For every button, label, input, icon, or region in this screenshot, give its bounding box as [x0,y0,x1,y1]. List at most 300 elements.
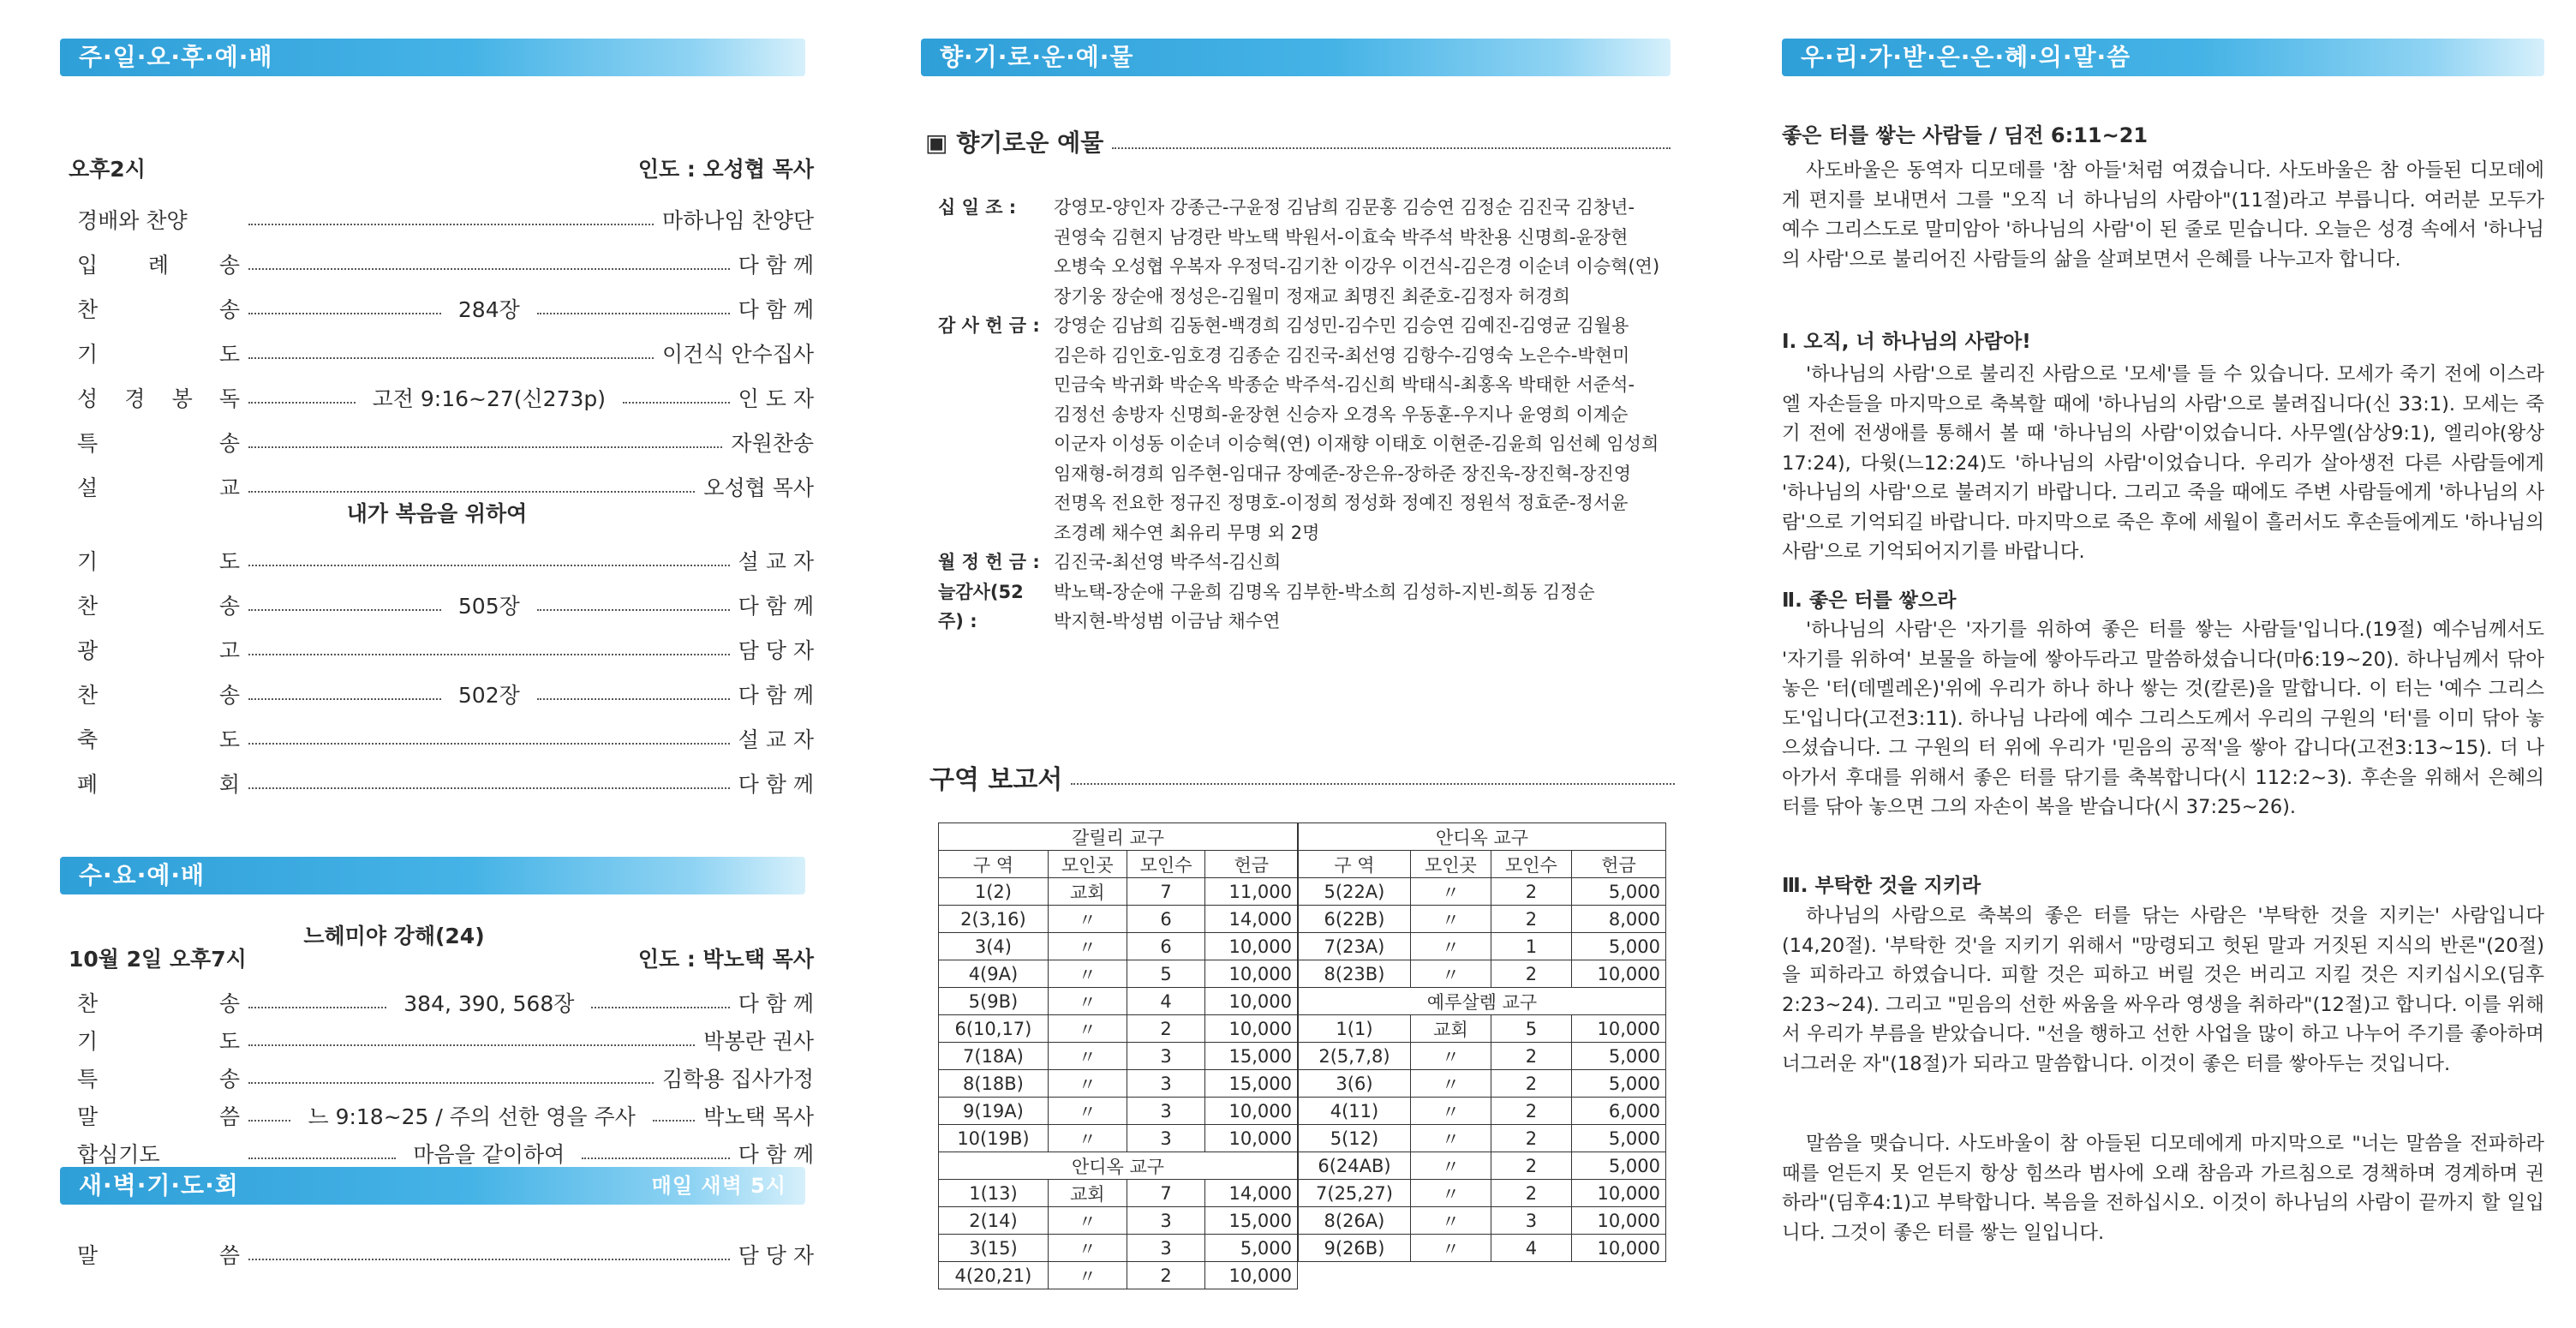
table-cell: 2 [1491,878,1571,906]
order-row [77,1021,814,1059]
offering-group [938,311,1675,547]
table-cell: 15,000 [1205,1043,1298,1070]
order-label-char: 광 [77,638,99,663]
table-row [939,1152,1298,1180]
leader-dots [248,1120,290,1122]
table-row [939,1098,1298,1125]
order-person: 인 도 자 [738,386,814,411]
order-person: 마하나임 찬양단 [662,208,814,233]
order-person: 다 함 께 [738,297,815,322]
order-label-char: 기 [77,1029,99,1054]
order-label [77,204,240,235]
order-label-char: 도 [218,342,240,367]
order-row [77,1235,814,1273]
offering-line: 강영모-양인자 강종근-구윤정 김남희 김문홍 김승연 김정순 김진국 김창년- [1054,197,1635,218]
table-row [939,1180,1298,1207]
order-person: 박노택 목사 [703,1104,814,1129]
order-label-char: 도 [218,549,240,574]
table-cell: 〃 [1048,988,1127,1015]
order-label-char: 성 [77,386,99,411]
order-person: 설 교 자 [738,549,814,574]
table-cell: 7 [1127,1180,1205,1207]
order-person: 다 함 께 [738,991,815,1016]
offering-names [1054,577,1675,637]
order-label-char: 경 [124,386,146,411]
order-row [77,541,814,579]
offering-banner [921,39,1671,76]
order-person: 다 함 께 [738,772,814,797]
order-person: 다 함 께 [738,594,815,619]
table-row [1299,878,1666,906]
order-label-char: 말 [77,1243,99,1268]
table-row [1299,1098,1666,1125]
table-cell: 2 [1491,960,1571,988]
dawn-prayer-banner [60,1167,805,1205]
offering-line: 장기웅 장순애 정성은-김월미 정재교 최명진 최준호-김정자 허경희 [1054,285,1570,307]
table-cell: 〃 [1410,960,1491,988]
order-label [77,382,240,413]
table-row [939,933,1298,960]
offering-line: 조경례 채수연 최유리 무명 외 2명 [1054,522,1320,543]
table-cell: 8,000 [1571,906,1665,933]
table-row [939,906,1298,933]
table-row [1299,933,1666,960]
table-cell: 모인곳 [1048,851,1127,878]
table-row [1299,1043,1666,1070]
dawn-time-label: 매일 새벽 5시 [651,1174,786,1198]
table-cell: 〃 [1410,1070,1491,1098]
leader-dots [248,402,356,404]
table-cell: 2 [1491,1043,1571,1070]
wednesday-leader: 인도 : 박노택 목사 [637,947,814,972]
offering-title-text: ▣ 향기로운 예물 [925,129,1104,157]
table-cell: 모인수 [1491,851,1571,878]
table-cell: 〃 [1048,1043,1127,1070]
table-cell: 2 [1127,1015,1205,1043]
order-label [77,1138,240,1169]
order-row [77,334,814,372]
table-row [1299,1207,1666,1235]
table-cell: 10,000 [1571,1235,1665,1262]
order-label-char: 도 [218,1029,240,1054]
order-label [77,545,240,576]
offering-line: 김은하 김인호-임호경 김종순 김진국-최선영 김항수-김영숙 노은수-박현미 [1054,344,1630,366]
order-label-char: 특 [77,431,99,456]
leader-dots [248,491,695,493]
offering-column [921,0,1675,1328]
offering-line: 전명옥 전요한 정규진 정명호-이정희 정성화 정예진 정원석 정효준-정서윤 [1054,493,1629,513]
order-detail: 502장 [450,679,529,709]
leader-dots [248,565,730,566]
table-cell: 9(19A) [939,1098,1049,1125]
table-cell: 2(5,7,8) [1299,1043,1411,1070]
leader-dots [248,357,654,359]
banner-title: 수·요·예·배 [79,861,206,889]
offering-label: 월 정 헌 금 : [938,552,1040,572]
table-cell: 교회 [1048,1180,1127,1207]
section-3-heading: Ⅲ. 부탁한 것을 지키라 [1782,875,1981,897]
leader-dots [623,402,730,404]
table-cell: 교회 [1048,878,1127,906]
sermon-title: 내가 복음을 위하여 [346,501,528,526]
table-cell: 10,000 [1205,1262,1298,1289]
table-row [939,988,1298,1015]
table-cell: 〃 [1410,1152,1491,1180]
table-cell: 헌금 [1205,851,1298,878]
table-cell: 5,000 [1571,1070,1665,1098]
table-cell: 3 [1127,1207,1205,1235]
table-cell: 〃 [1048,1098,1127,1125]
table-cell: 3 [1491,1207,1571,1235]
table-row [1299,1015,1666,1043]
table-cell: 3(4) [939,933,1049,960]
offering-group [938,193,1675,311]
order-label-char: 입 [77,253,99,278]
table-cell: 4 [1491,1235,1571,1262]
order-person: 이건식 안수집사 [662,342,814,367]
order-row [77,984,814,1021]
table-cell: 4(20,21) [939,1262,1049,1289]
order-label-char: 찬 [77,594,99,619]
table-cell: 10,000 [1205,1125,1298,1152]
table-row [1299,1152,1666,1180]
table-cell: 교회 [1410,1015,1491,1043]
table-cell: 〃 [1410,906,1491,933]
sermon-intro [1782,156,2544,274]
order-label-char: 기 [77,342,99,367]
table-cell: 14,000 [1205,906,1298,933]
table-cell: 6(10,17) [939,1015,1049,1043]
table-cell: 〃 [1410,1098,1491,1125]
leader-dots [248,1259,730,1260]
title-dots [1071,783,1675,785]
section-1-heading: Ⅰ. 오직, 너 하나님의 사람아! [1782,331,2031,353]
table-cell: 1(13) [939,1180,1049,1207]
table-cell: 3(15) [939,1235,1049,1262]
order-row [77,675,814,713]
order-label-char: 송 [218,253,240,278]
section-1-body [1782,360,2544,567]
section-2-body [1782,615,2544,823]
table-row [939,1043,1298,1070]
table-row [1299,988,1666,1015]
table-row [939,851,1298,878]
table-row [939,960,1298,988]
order-person: 오성협 목사 [703,476,814,500]
table-cell: 모인수 [1127,851,1205,878]
leader-dots [248,698,441,700]
table-cell: 2 [1491,1098,1571,1125]
leader-dots [248,1007,386,1008]
table-cell: 5,000 [1571,933,1665,960]
order-label [77,293,240,324]
table-cell: 〃 [1048,1235,1127,1262]
table-cell: 3 [1127,1235,1205,1262]
table-cell: 10,000 [1205,1015,1298,1043]
table-cell: 2 [1491,1125,1571,1152]
table-cell: 2(3,16) [939,906,1049,933]
leader-dots [537,609,730,611]
table-cell: 헌금 [1571,851,1665,878]
table-cell: 5,000 [1571,1152,1665,1180]
table-cell: 2 [1491,1070,1571,1098]
closing-paragraph: 말씀을 맺습니다. 사도바울이 참 아들된 디모데에게 마지막으로 "너는 말씀을 전파하라 때를 얻든지 못 얻든지 항상 힘쓰라 범사에 오래 참음과 가르침으로 경책하며 경계하며 권하라"(딤후4:1)고 부탁합니다. 복음을 전하십시오. 이것이 하나님의 사람이 끝까지 할 일입니다. 그것이 좋은 터를 쌓는 일입니다. [1782,1133,2544,1244]
table-cell: 2 [1491,906,1571,933]
table-cell: 5(22A) [1299,878,1411,906]
table-row [939,1207,1298,1235]
table-cell: 3 [1127,1070,1205,1098]
offering-names [1054,193,1675,311]
table-row [939,1262,1298,1289]
order-label-char: 송 [218,431,240,456]
offering-line: 강영순 김남희 김동현-백경희 김성민-김수민 김승연 김예진-김영균 김월용 [1054,315,1629,336]
wednesday-title: 느헤미야 강해(24) [303,924,485,948]
table-cell: 3 [1127,1043,1205,1070]
table-cell: 6,000 [1571,1098,1665,1125]
banner-title: 향·기·로·운·예·물 [940,43,1134,71]
table-cell: 〃 [1048,960,1127,988]
table-cell: 10,000 [1205,1098,1298,1125]
leader-dots [248,1082,654,1084]
offering-line: 김정선 송방자 신명희-윤장현 신승자 오경옥 우동훈-우지나 윤영희 이계순 [1054,404,1629,425]
order-row [77,1097,814,1134]
leader-dots [248,224,654,225]
table-cell: 6(24AB) [1299,1152,1411,1180]
sermon-heading: 좋은 터를 쌓는 사람들 / 딤전 6:11~21 [1782,123,2149,147]
order-detail: 고전 9:16~27(신273p) [364,382,614,413]
leader-dots [537,698,730,700]
section-3-paragraph: 하나님의 사람으로 축복의 좋은 터를 닦는 사람은 '부탁한 것을 지키는' 사람입니다(14,20절). '부탁한 것'을 지키기 위해서 "망령되고 헛된 말과 거짓된 지식의 반론"(20절)을 피하라고 하였습니다. 피할 것은 피하고 버릴 것은 버리고 지킬 것은 지키십시오(딤후2:23~24). 그리고 "믿음의 선한 싸움을 싸우라 영생을 취하라"(12절)고 합니다. 이를 위해서 우리가 부름을 받았습니다. "선을 행하고 선한 사업을 많이 하고 나누어 주기를 좋아하며 너그러운 자"(18절)가 되라고 말씀합니다. 이것이 좋은 터를 쌓아두는 것입니다. [1782,905,2544,1075]
offering-names [1054,311,1675,547]
order-label-char: 고 [218,638,240,663]
order-row [77,290,814,327]
table-cell: 〃 [1048,1070,1127,1098]
order-label-char: 특 [77,1067,99,1092]
table-cell: 5,000 [1205,1235,1298,1262]
leader-dots [248,446,722,448]
order-label-char: 교 [218,476,240,500]
table-cell: 〃 [1410,1207,1491,1235]
order-row [77,631,814,668]
order-label [77,1025,240,1056]
table-cell: 3(6) [1299,1070,1411,1098]
order-label [77,634,240,665]
order-label-char: 폐 [77,772,99,797]
table-cell: 10,000 [1571,960,1665,988]
section-3-body [1782,901,2544,1079]
report-table-right [1298,823,1666,1262]
order-label-char: 송 [218,1067,240,1092]
leader-dots [248,1158,396,1159]
table-cell: 〃 [1048,1262,1127,1289]
table-row [1299,1070,1666,1098]
order-row [77,423,814,461]
table-cell: 4(9A) [939,960,1049,988]
table-cell: 7 [1127,878,1205,906]
section-2-paragraph: '하나님의 사람'은 '자기를 위하여 좋은 터를 쌓는 사람들'입니다.(19절) 예수님께서도 '자기를 위하여' 보물을 하늘에 쌓아두라고 말씀하셨습니다(마6:19~20). 하나님께서 닦아 놓은 '터(데멜레온)'위에 우리가 하나 하나 쌓는 것(칼론)을 말합니다. 이 터는 '예수 그리스도'입니다(고전3:11). 하나님 나라에 예수 그리스도께서 우리의 구원의 '터'를 이미 닦아 놓으셨습니다. 그 구원의 터 위에 우리가 '믿음의 공적'을 쌓아 갑니다(고전3:13~15). 더 나아가서 후대를 위해서 좋은 터를 닦기를 축복합니다(시 112:2~3). 후손을 위해서 은혜의 터를 닦아 놓으면 그의 자손이 복을 받습니다(시 37:25~26). [1782,619,2544,818]
table-cell: 10,000 [1205,960,1298,988]
order-row [77,200,814,238]
leader-dots [248,313,441,314]
order-label-char: 독 [218,386,240,411]
table-cell: 5 [1491,1015,1571,1043]
order-label-char: 찬 [77,683,99,708]
offering-label: 늘감사(52주) : [938,581,1024,631]
offering-line: 박지현-박성범 이금남 채수연 [1054,611,1281,631]
order-detail: 284장 [450,293,529,324]
table-cell: 〃 [1410,878,1491,906]
order-person: 설 교 자 [738,727,814,752]
offering-label: 감 사 헌 금 : [938,315,1040,336]
order-label [77,427,240,458]
table-cell: 7(18A) [939,1043,1049,1070]
leader-dots [248,787,730,789]
order-label-char: 씀 [218,1243,240,1268]
title-dots [1112,147,1671,149]
intro-paragraph: 사도바울은 동역자 디모데를 '참 아들'처럼 여겼습니다. 사도바울은 참 아들된 디모데에게 편지를 보내면서 그를 "오직 너 하나님의 사람아"(11절)라고 부릅니다. 여러분 모두가 예수 그리스도로 말미암아 '하나님의 사람'이 된 줄로 믿습니다. 오늘은 성경 속에서 '하나님의 사람'으로 불리어진 사람들의 삶을 살펴보면서 은혜를 나누고자 합니다. [1782,159,2544,271]
offering-title [925,124,1671,159]
order-label-char: 회 [218,772,240,797]
table-cell: 6 [1127,906,1205,933]
order-person: 담 당 자 [738,638,814,663]
table-cell: 〃 [1410,1180,1491,1207]
offering-label: 십 일 조 : [938,197,1017,218]
table-row [939,878,1298,906]
offering-line: 이군자 이성동 이순녀 이승혁(연) 이재향 이태호 이현준-김윤희 임선혜 임성희 [1054,434,1659,454]
table-cell: 2 [1127,1262,1205,1289]
report-table-left [938,823,1298,1289]
order-person: 자원찬송 [731,431,814,456]
table-cell: 2 [1491,1152,1571,1180]
report-title [929,758,1675,796]
table-cell: 안디옥 교구 [1299,823,1666,851]
order-label-char: 도 [218,727,240,752]
leader-dots [248,609,441,611]
order-label-char: 찬 [77,297,99,322]
table-row [1299,1180,1666,1207]
order-detail: 384, 390, 568장 [395,987,583,1018]
table-row [939,1070,1298,1098]
order-label [77,338,240,368]
order-label [77,1100,240,1131]
table-row [939,1125,1298,1152]
leader-dots [537,313,730,314]
table-cell: 9(26B) [1299,1235,1411,1262]
order-person: 박봉란 권사 [703,1029,814,1054]
banner-title: 우·리·가·받·은·은·혜·의·말·씀 [1801,43,2131,71]
order-label [77,1239,240,1270]
table-row [1299,1125,1666,1152]
wednesday-header [69,942,814,973]
table-cell: 5(12) [1299,1125,1411,1152]
table-cell: 6(22B) [1299,906,1411,933]
banner-title: 주·일·오·후·예·배 [79,43,273,71]
table-row [939,1235,1298,1262]
section-2-heading: Ⅱ. 좋은 터를 쌓으라 [1782,589,1957,612]
table-cell: 3 [1127,1098,1205,1125]
table-row [939,1015,1298,1043]
offering-line: 임재형-허경희 임주현-임대규 장예준-장은유-장하준 장진욱-장진혁-장진영 [1054,463,1632,484]
order-label-char: 송 [218,297,240,322]
sermon-column [1782,0,2544,1328]
table-cell: 예루살렘 교구 [1299,988,1666,1015]
order-label [77,1062,240,1093]
section-1-paragraph: '하나님의 사람'으로 불리진 사람으로 '모세'를 들 수 있습니다. 모세가 죽기 전에 이스라엘 자손들을 마지막으로 축복할 때에 '하나님의 사람'으로 불려집니다(신 33:1). 모세는 죽기 전에 전생애를 통해서 볼 때 '하나님의 사람'이었습니다. 사무엘(삼상9:1), 엘리야(왕상17:24), 다윗(느12:24)도 '하나님의 사람'이었습니다. 우리가 살아생전 다른 사람들에게 '하나님의 사람'으로 불려지기 바랍니다. 그리고 죽을 때에도 주변 사람들에게 '하나님의 사람'으로 기억되길 바랍니다. 마지막으로 죽은 후에 세월이 흘러서도 후손들에게도 '하나님의 사람'으로 기억되어지기를 바랍니다. [1782,363,2544,563]
table-row [939,823,1298,851]
table-cell: 7(25,27) [1299,1180,1411,1207]
order-row [77,720,814,757]
order-row [77,1059,814,1097]
table-cell: 10,000 [1205,988,1298,1015]
offering-group [938,547,1675,577]
leader-dots [248,268,730,270]
table-cell: 〃 [1048,933,1127,960]
order-person: 김학용 집사가정 [662,1067,814,1092]
service-time: 오후2시 [69,157,146,182]
order-label-char: 송 [218,683,240,708]
order-label-char: 말 [77,1104,99,1129]
closing-body [1782,1129,2544,1247]
table-cell: 〃 [1410,1043,1491,1070]
table-cell: 11,000 [1205,878,1298,906]
service-header [69,153,814,183]
worship-order-column [60,0,814,1328]
table-row [1299,823,1666,851]
table-cell: 1 [1491,933,1571,960]
table-cell: 3 [1127,1125,1205,1152]
order-detail: 느 9:18~25 / 주의 선한 영을 주사 [299,1100,643,1131]
table-cell: 5 [1127,960,1205,988]
order-label [77,987,240,1018]
order-row [77,586,814,624]
leader-dots [248,1044,695,1046]
leader-dots [653,1120,695,1122]
order-label-char: 기 [77,549,99,574]
offering-group [938,577,1675,637]
sunday-afternoon-banner [60,39,805,76]
table-cell: 4 [1127,988,1205,1015]
table-cell: 10,000 [1571,1207,1665,1235]
table-cell: 〃 [1410,933,1491,960]
report-title-text: 구역 보고서 [929,765,1063,795]
table-cell: 갈릴리 교구 [939,823,1298,851]
order-person: 다 함 께 [738,253,814,278]
table-cell: 10,000 [1205,933,1298,960]
order-label-char: 찬 [77,991,99,1016]
table-cell: 5(9B) [939,988,1049,1015]
order-person: 다 함 께 [738,683,815,708]
table-cell: 〃 [1410,1235,1491,1262]
order-label-char: 합심기도 [77,1142,160,1167]
table-cell: 1(2) [939,878,1049,906]
order-label-char: 설 [77,476,99,500]
table-cell: 14,000 [1205,1180,1298,1207]
order-label [77,679,240,709]
table-cell: 7(23A) [1299,933,1411,960]
leader-dots [248,743,730,745]
order-detail: 마음을 같이하여 [404,1138,573,1169]
table-cell: 6 [1127,933,1205,960]
order-label [77,723,240,754]
order-label-char: 경배와 찬양 [77,208,188,233]
table-cell: 모인곳 [1410,851,1491,878]
order-label-char: 봉 [171,386,193,411]
table-cell: 구 역 [939,851,1049,878]
offering-line: 박노택-장순애 구윤희 김명옥 김부한-박소희 김성하-지빈-희동 김정순 [1054,581,1595,602]
table-cell: 4(11) [1299,1098,1411,1125]
table-cell: 15,000 [1205,1207,1298,1235]
table-cell: 8(23B) [1299,960,1411,988]
